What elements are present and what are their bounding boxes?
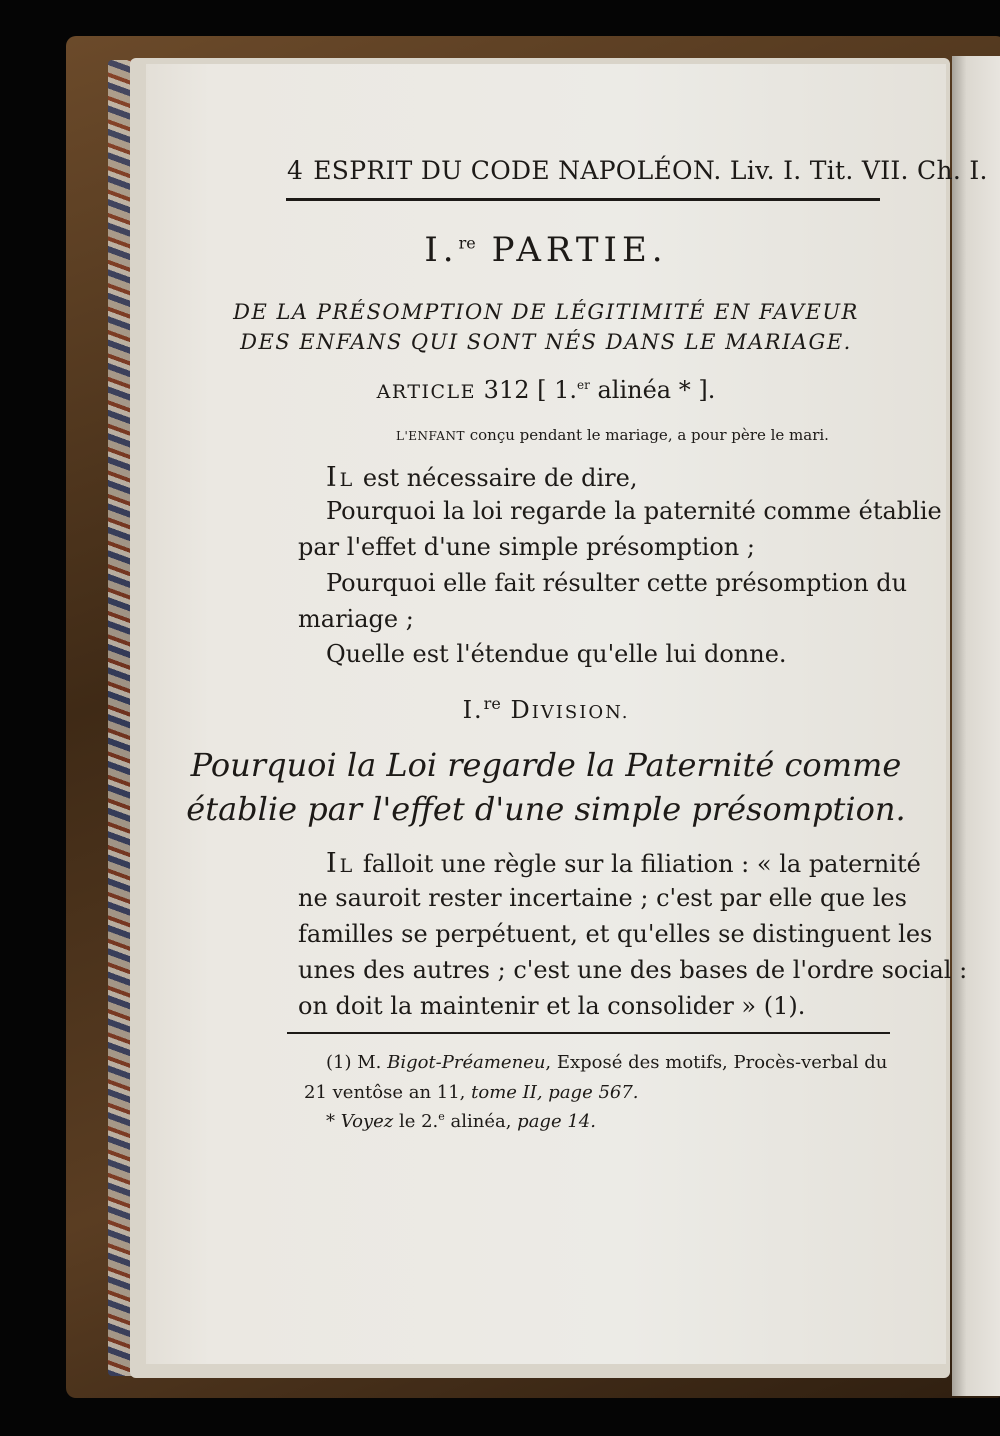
page-number: 4 — [287, 156, 304, 185]
footnote-1-line-2: 21 ventôse an 11, tome II, page 567. — [304, 1082, 639, 1103]
article-heading: ARTICLE 312 [ 1.$^{er}$ alinéa * ]. — [376, 376, 716, 404]
header-rule — [286, 198, 880, 201]
footnote-2: * Voyez le 2.$^e$ alinéa, page 14. — [326, 1110, 596, 1132]
running-title: ESPRIT DU CODE NAPOLÉON. Liv. I. Tit. VII. Ch. I. — [313, 156, 988, 185]
division-heading: I.$^{re}$ DIVISION. — [462, 694, 630, 724]
intro-line-5: mariage ; — [298, 605, 414, 633]
intro-line-4: Pourquoi elle fait résulter cette présomption du — [326, 569, 908, 597]
section-title-line-2: DES ENFANS QUI SONT NÉS DANS LE MARIAGE. — [240, 330, 852, 354]
facing-page-edge — [952, 56, 1000, 1396]
division-title-line-1: Pourquoi la Loi regarde la Paternité comme — [190, 746, 902, 784]
article-text: L'ENFANT conçu pendant le mariage, a pour père le mari. — [396, 426, 829, 444]
paragraph-line-2: ne sauroit rester incertaine ; c'est par elle que les — [298, 884, 907, 912]
paragraph-line-1: IL falloit une règle sur la filiation : « la paternité — [326, 848, 921, 879]
book-page — [146, 64, 988, 1364]
paragraph-line-4: unes des autres ; c'est une des bases de l'ordre social : — [298, 956, 968, 984]
footnote-1-line-1: (1) M. Bigot-Préameneu, Exposé des motifs, Procès-verbal du — [326, 1052, 888, 1073]
section-title-line-1: DE LA PRÉSOMPTION DE LÉGITIMITÉ EN FAVEUR — [233, 300, 859, 324]
footnote-rule — [287, 1032, 890, 1034]
running-head — [287, 156, 988, 185]
paragraph-line-3: familles se perpétuent, et qu'elles se distinguent les — [298, 920, 933, 948]
partie-heading: I.$^{re}$ PARTIE. — [424, 230, 668, 270]
intro-line-1: IL est nécessaire de dire, — [326, 462, 638, 493]
paragraph-line-5: on doit la maintenir et la consolider » (1). — [298, 992, 806, 1020]
intro-line-2: Pourquoi la loi regarde la paternité comme établie — [326, 497, 942, 525]
division-title-line-2: établie par l'effet d'une simple présomption. — [186, 790, 906, 828]
intro-line-3: par l'effet d'une simple présomption ; — [298, 533, 755, 561]
intro-line-6: Quelle est l'étendue qu'elle lui donne. — [326, 640, 787, 668]
